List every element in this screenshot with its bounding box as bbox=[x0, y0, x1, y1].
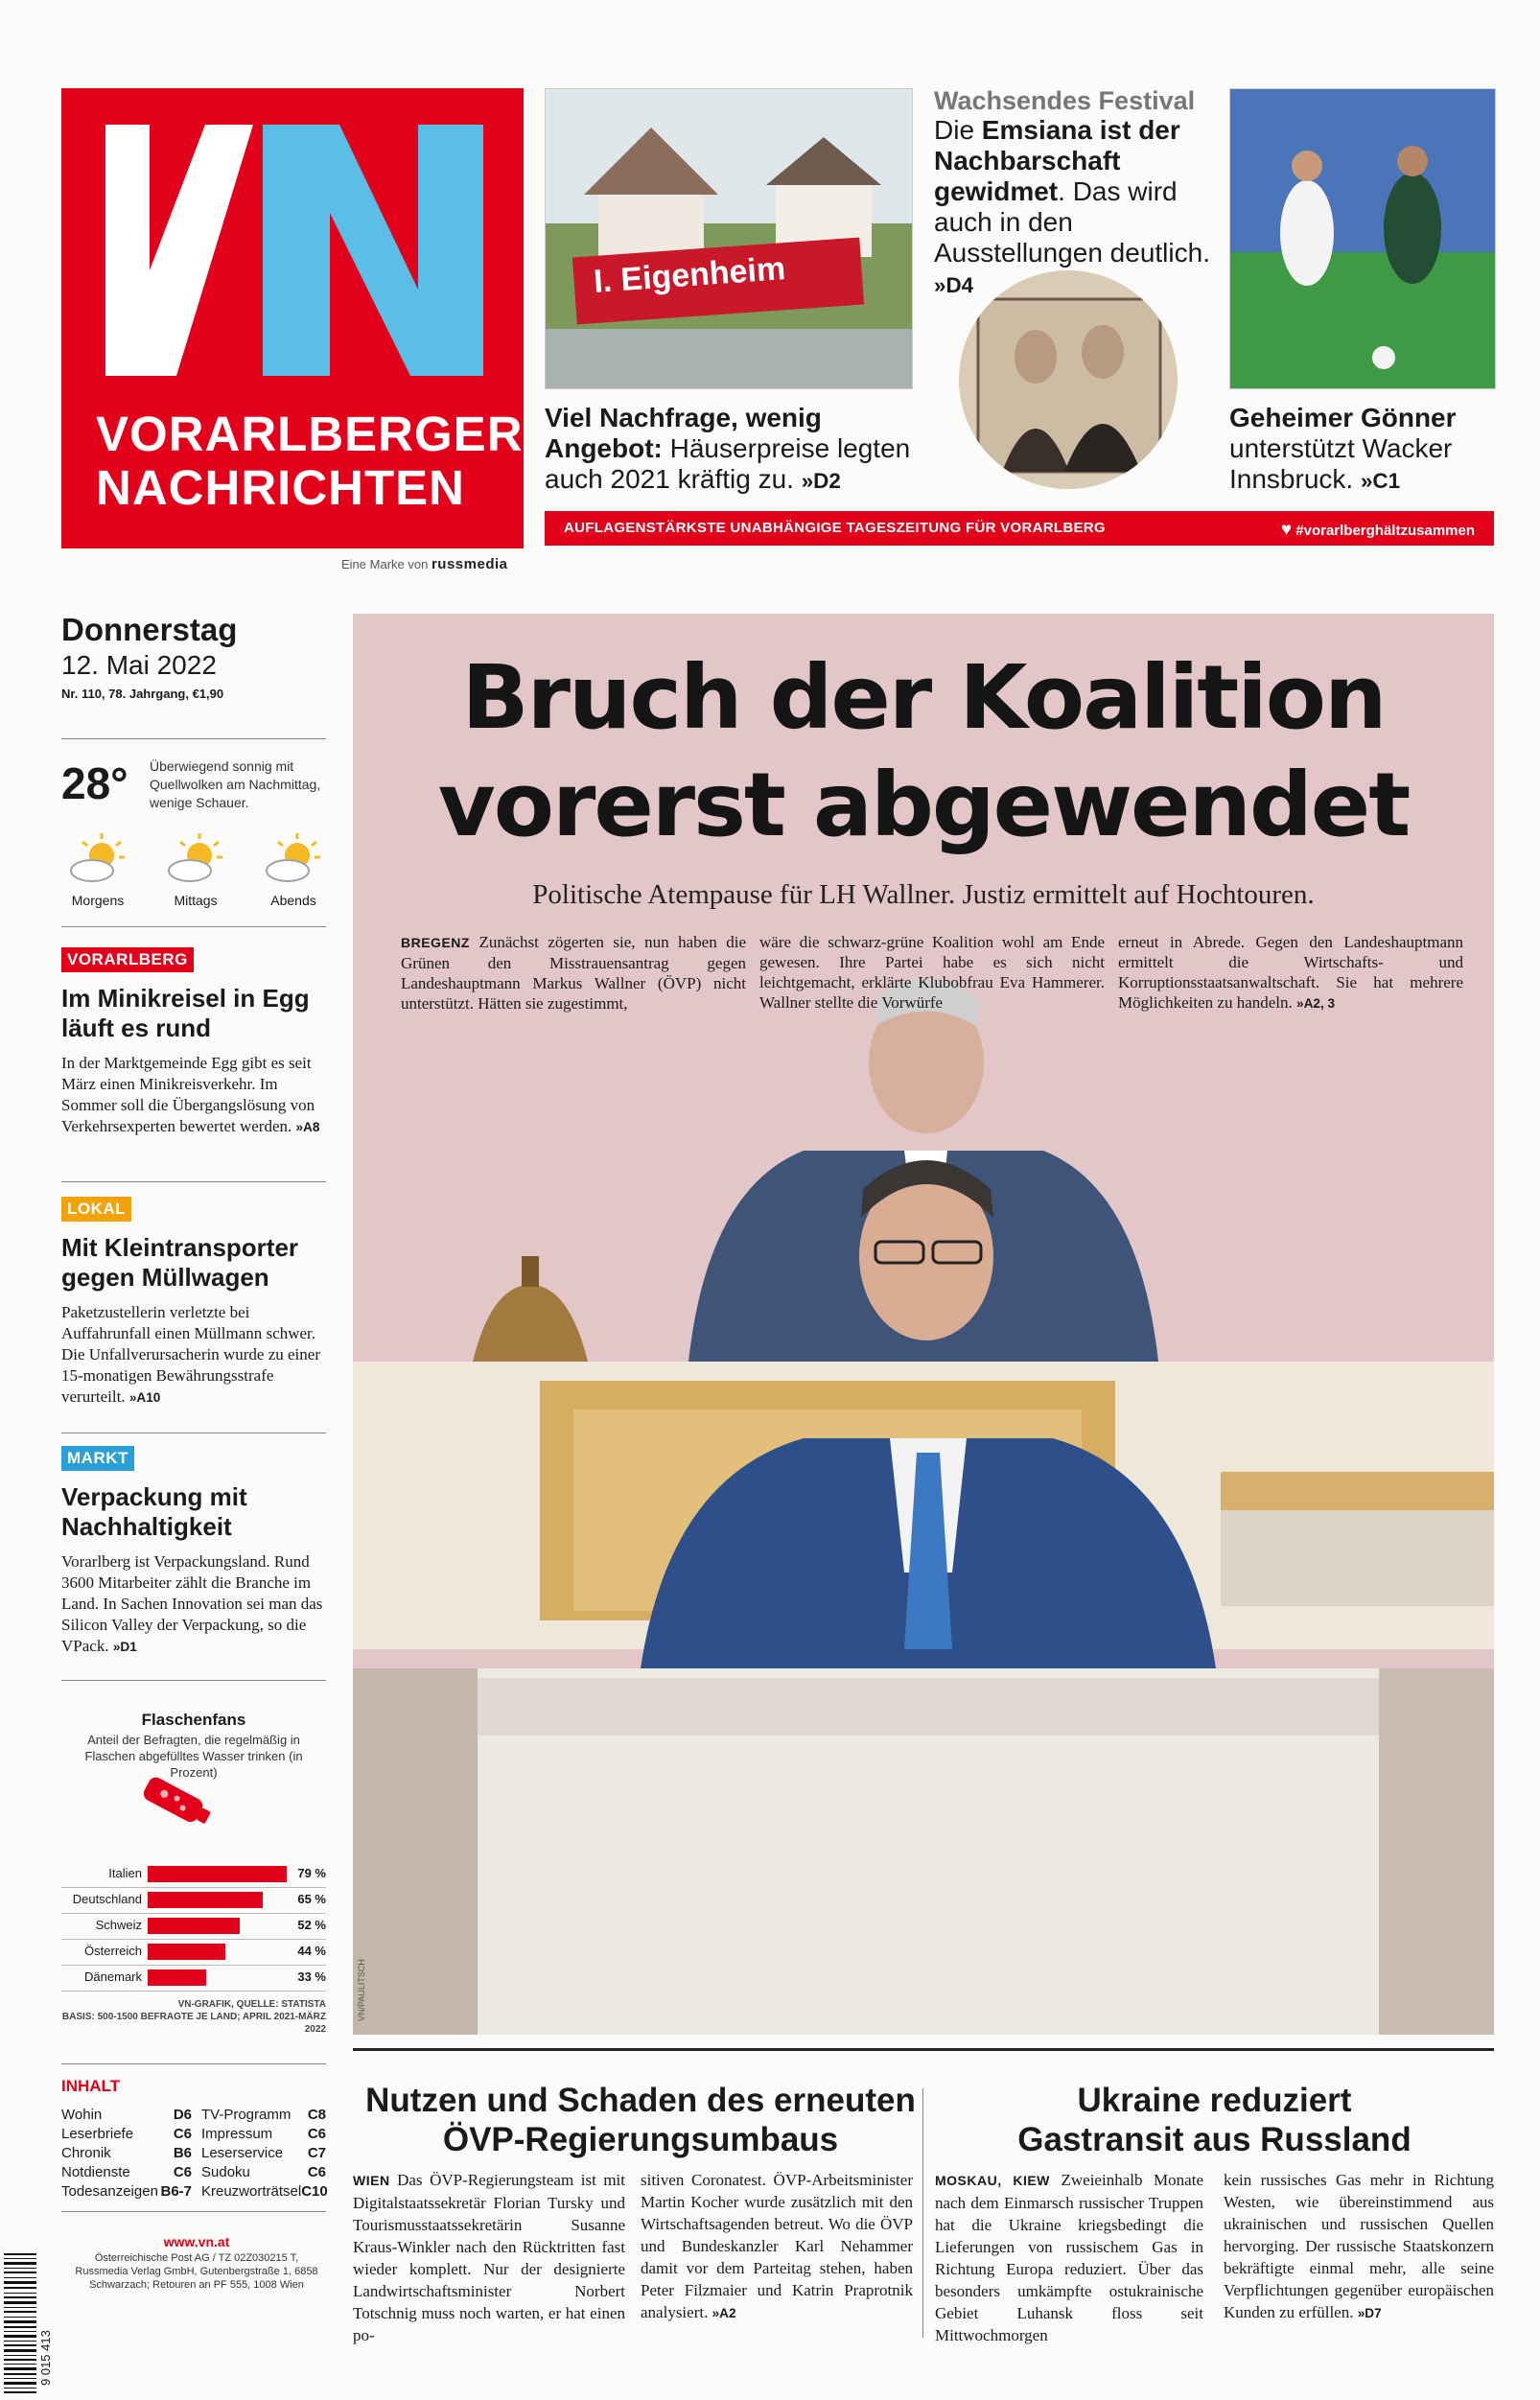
left-story[interactable] bbox=[61, 1197, 326, 1409]
left-story[interactable] bbox=[61, 947, 326, 1138]
contents-item[interactable]: Leserbriefe C6 bbox=[61, 2126, 192, 2142]
contents-item[interactable]: Impressum C6 bbox=[201, 2126, 326, 2142]
teaser-festival-portrait[interactable] bbox=[959, 270, 1178, 489]
vn-logo-mark bbox=[61, 88, 524, 376]
chart-bar bbox=[148, 1866, 287, 1882]
section-tag: MARKT bbox=[61, 1446, 134, 1471]
chart-row-rule bbox=[61, 1965, 326, 1966]
sun-cloud-icon bbox=[163, 830, 228, 888]
teaser-sign-text: I. Eigenheim bbox=[592, 250, 787, 300]
chart-value-label: 52 % bbox=[297, 1918, 326, 1932]
chart-category-label: Dänemark bbox=[84, 1969, 142, 1984]
teaser-festival-text: Die Emsiana ist der Nachbarschaft gewidmet. Das wird auch in den Ausstellungen deutlich. »D4 bbox=[934, 115, 1210, 297]
contents-item[interactable]: Sudoku C6 bbox=[201, 2164, 326, 2180]
left-story-headline: Verpackung mit Nachhaltigkeit bbox=[61, 1482, 247, 1541]
left-story-headline: Mit Kleintransporter gegen Müllwagen bbox=[61, 1233, 299, 1292]
edition-issue: Nr. 110, 78. Jahrgang, €1,90 bbox=[61, 687, 224, 701]
section-tag: LOKAL bbox=[61, 1197, 131, 1222]
lead-ref: »A2, 3 bbox=[1296, 996, 1336, 1011]
contents-item[interactable]: Chronik B6 bbox=[61, 2145, 192, 2161]
teaser-housing-headline[interactable]: Viel Nachfrage, wenig Angebot: Häuserpreise legten auch 2021 kräftig zu. »D2 bbox=[545, 403, 911, 494]
logo-title: VORARLBERGER NACHRICHTEN bbox=[96, 407, 524, 515]
chart-value-label: 44 % bbox=[297, 1944, 326, 1958]
weather-period: Abends bbox=[257, 830, 330, 908]
contents-right bbox=[201, 2106, 326, 2202]
sun-cloud-icon bbox=[65, 830, 130, 888]
barcode bbox=[4, 2251, 54, 2395]
lead-column-3: erneut in Abrede. Gegen den Landeshauptmann ermittelt die Wirtschafts- und Korruptionsstaatsanwaltschaft. Sie hat mehrere Möglichkeiten zu handeln. »A2, 3 bbox=[1118, 933, 1463, 1012]
edition-date: 12. Mai 2022 bbox=[61, 650, 217, 680]
imprint bbox=[67, 2234, 326, 2292]
teaser-football-headline[interactable]: Geheimer Gönner unterstützt Wacker Innsbruck. »C1 bbox=[1229, 403, 1457, 494]
left-story-body: Paketzustellerin verletzte bei Auffahrunfall einen Müllmann schwer. Die Unfallverursacherin wurde zu einer 15-monatigen Bewährungsstrafe verurteilt. »A10 bbox=[61, 1303, 320, 1406]
teaser-house-photo[interactable] bbox=[545, 88, 913, 389]
hashtag-link[interactable]: ♥ #vorarlberghältzusammen bbox=[1280, 520, 1475, 540]
photo-credit: VN/PAULITSCH bbox=[357, 1959, 366, 2021]
bottom-story-column: kein russisches Gas mehr in Richtung Westen, wie übereinstimmend aus ukrainischen und russischen Quellen hervorging. Der russische Staatskonzern bekräftigte einmal mehr, alle seine Verpflichtungen gegenüber europäischen Kunden zu erfüllen. »D7 bbox=[1224, 2171, 1494, 2321]
left-story-body: In der Marktgemeinde Egg gibt es seit März einen Minikreisverkehr. Im Sommer soll die Übergangslösung von Verkehrsexperten bewertet werden. »A8 bbox=[61, 1054, 320, 1135]
left-story-body: Vorarlberg ist Verpackungsland. Rund 3600 Mitarbeiter zählt die Branche im Land. In Sachen Innovation sei man das Silicon Valley der Verpackung, so die VPack. »D1 bbox=[61, 1552, 323, 1655]
contents-item[interactable]: Notdienste C6 bbox=[61, 2164, 192, 2180]
left-story-headline: Im Minikreisel in Egg läuft es rund bbox=[61, 984, 310, 1042]
sun-cloud-icon bbox=[261, 830, 326, 888]
chart-bar bbox=[148, 1918, 240, 1934]
chart-category-label: Österreich bbox=[84, 1944, 142, 1958]
left-story[interactable] bbox=[61, 1446, 326, 1658]
chart-bar bbox=[148, 1969, 206, 1986]
contents-item[interactable]: Todesanzeigen B6-7 bbox=[61, 2183, 192, 2200]
contents-item[interactable]: TV-Programm C8 bbox=[201, 2107, 326, 2123]
chart-bar bbox=[148, 1892, 263, 1908]
barcode-number: 9 015 413 bbox=[38, 2330, 53, 2386]
bottom-story-column: MOSKAU, KIEW Zweieinhalb Monate nach dem Einmarsch russischer Truppen hat die Ukraine kriegsbedingt die Lieferungen von russischem Gas in Richtung Europa reduziert. Über das besonders umkämpfte ostukrainische Gebiet Luhansk floss seit Mittwochmorgen bbox=[935, 2171, 1203, 2344]
weather-forecast bbox=[61, 830, 330, 917]
bottom-story-column: sitiven Coronatest. ÖVP-Arbeitsminister Martin Kocher wurde zusätzlich mit den Wirtschaftsagenden betreut. Wo die ÖVP und Bundeskanzler Karl Nehammer damit vor dem Parteitag stehen, haben Peter Filzmaier und Katrin Praprotnik analysiert. »A2 bbox=[641, 2171, 913, 2321]
weather-text: Überwiegend sonnig mit Quellwolken am Nachmittag, wenige Schauer. bbox=[150, 758, 321, 810]
bar-chart bbox=[61, 1862, 326, 1996]
imprint-text: Österreichische Post AG / TZ 02Z030215 T, Russmedia Verlag GmbH, Gutenbergstraße 1, 6858 Schwarzach; Retouren an PF 555, 1008 Wien bbox=[75, 2252, 318, 2291]
bottom-story-column: WIEN Das ÖVP-Regierungsteam ist mit Digitalstaatssekretär Florian Tursky und Tourismusstaatssekretärin Susanne Kraus-Winkler nach den Rücktritten fast wieder komplett. Nur der designierte Landwirtschaftsminister Norbert Totschnig muss noch warten, er hat einen po- bbox=[353, 2171, 625, 2344]
chart-row-rule bbox=[61, 1991, 326, 1992]
teaser-football-photo[interactable] bbox=[1229, 88, 1496, 389]
brand-note: Eine Marke von russmedia bbox=[341, 556, 508, 572]
edition-weekday: Donnerstag bbox=[61, 612, 238, 647]
contents-item[interactable]: Kreuzworträtsel C10 bbox=[201, 2183, 328, 2200]
website-link[interactable]: www.vn.at bbox=[163, 2234, 230, 2249]
masthead-claim: AUFLAGENSTÄRKSTE UNABHÄNGIGE TAGESZEITUNG FÜR VORARLBERG bbox=[564, 520, 1106, 536]
contents-left bbox=[61, 2106, 192, 2202]
bottom-story-headline[interactable]: Ukraine reduziert Gastransit aus Russland bbox=[1017, 2082, 1412, 2158]
chart-subtitle: Anteil der Befragten, die regelmäßig in Flaschen abgefülltes Wasser trinken (in Prozent) bbox=[84, 1733, 303, 1780]
teaser-festival[interactable] bbox=[934, 86, 1212, 301]
contents-title: INHALT bbox=[61, 2077, 121, 2095]
chart-row-rule bbox=[61, 1913, 326, 1914]
weather-period: Mittags bbox=[159, 830, 232, 908]
chart-value-label: 65 % bbox=[297, 1892, 326, 1906]
chart-title: Flaschenfans bbox=[141, 1711, 246, 1729]
edition-info bbox=[61, 612, 326, 701]
weather-temp: 28° bbox=[61, 758, 128, 808]
chart-row-rule bbox=[61, 1887, 326, 1888]
bottom-story-headline[interactable]: Nutzen und Schaden des erneuten ÖVP-Regierungsumbaus bbox=[365, 2082, 916, 2158]
chart-category-label: Schweiz bbox=[95, 1918, 142, 1932]
contents-item[interactable]: Leserservice C7 bbox=[201, 2145, 326, 2161]
chart-category-label: Deutschland bbox=[72, 1892, 142, 1906]
weather-period: Morgens bbox=[61, 830, 134, 908]
heart-icon: ♥ bbox=[1280, 520, 1293, 540]
chart-bar bbox=[148, 1944, 225, 1960]
chart-category-label: Italien bbox=[108, 1866, 142, 1880]
section-tag: VORARLBERG bbox=[61, 947, 194, 972]
lead-column-1: BREGENZ Zunächst zögerten sie, nun haben die Grünen den Misstrauensantrag gegen Landeshauptmann Markus Wallner (ÖVP) nicht unterstützt. Hätten sie zugestimmt, bbox=[401, 933, 747, 1013]
bottle-icon bbox=[134, 1770, 221, 1829]
vn-logo[interactable] bbox=[61, 88, 524, 548]
lead-column-2: wäre die schwarz-grüne Koalition wohl am Ende gewesen. Ihre Partei habe es sich nicht leichtgemacht, erklärte Klubobfrau Eva Hammerer. Wallner stellte die Vorwürfe bbox=[759, 933, 1105, 1012]
chart-value-label: 79 % bbox=[297, 1866, 326, 1880]
masthead-red-bar bbox=[545, 511, 1494, 546]
chart-source: VN-GRAFIK, QUELLE: STATISTA BASIS: 500-1500 BEFRAGTE JE LAND; APRIL 2021-MÄRZ 2022 bbox=[61, 1999, 326, 2035]
lead-dateline: BREGENZ bbox=[401, 935, 470, 950]
chart-row-rule bbox=[61, 1939, 326, 1940]
teaser-festival-kicker: Wachsendes Festival bbox=[934, 86, 1196, 115]
lead-subline: Politische Atempause für LH Wallner. Justiz ermittelt auf Hochtouren. bbox=[532, 879, 1315, 910]
lead-headline[interactable]: Bruch der Koalition vorerst abgewendet bbox=[437, 646, 1410, 856]
contents-item[interactable]: Wohin D6 bbox=[61, 2107, 192, 2123]
chart-value-label: 33 % bbox=[297, 1969, 326, 1984]
